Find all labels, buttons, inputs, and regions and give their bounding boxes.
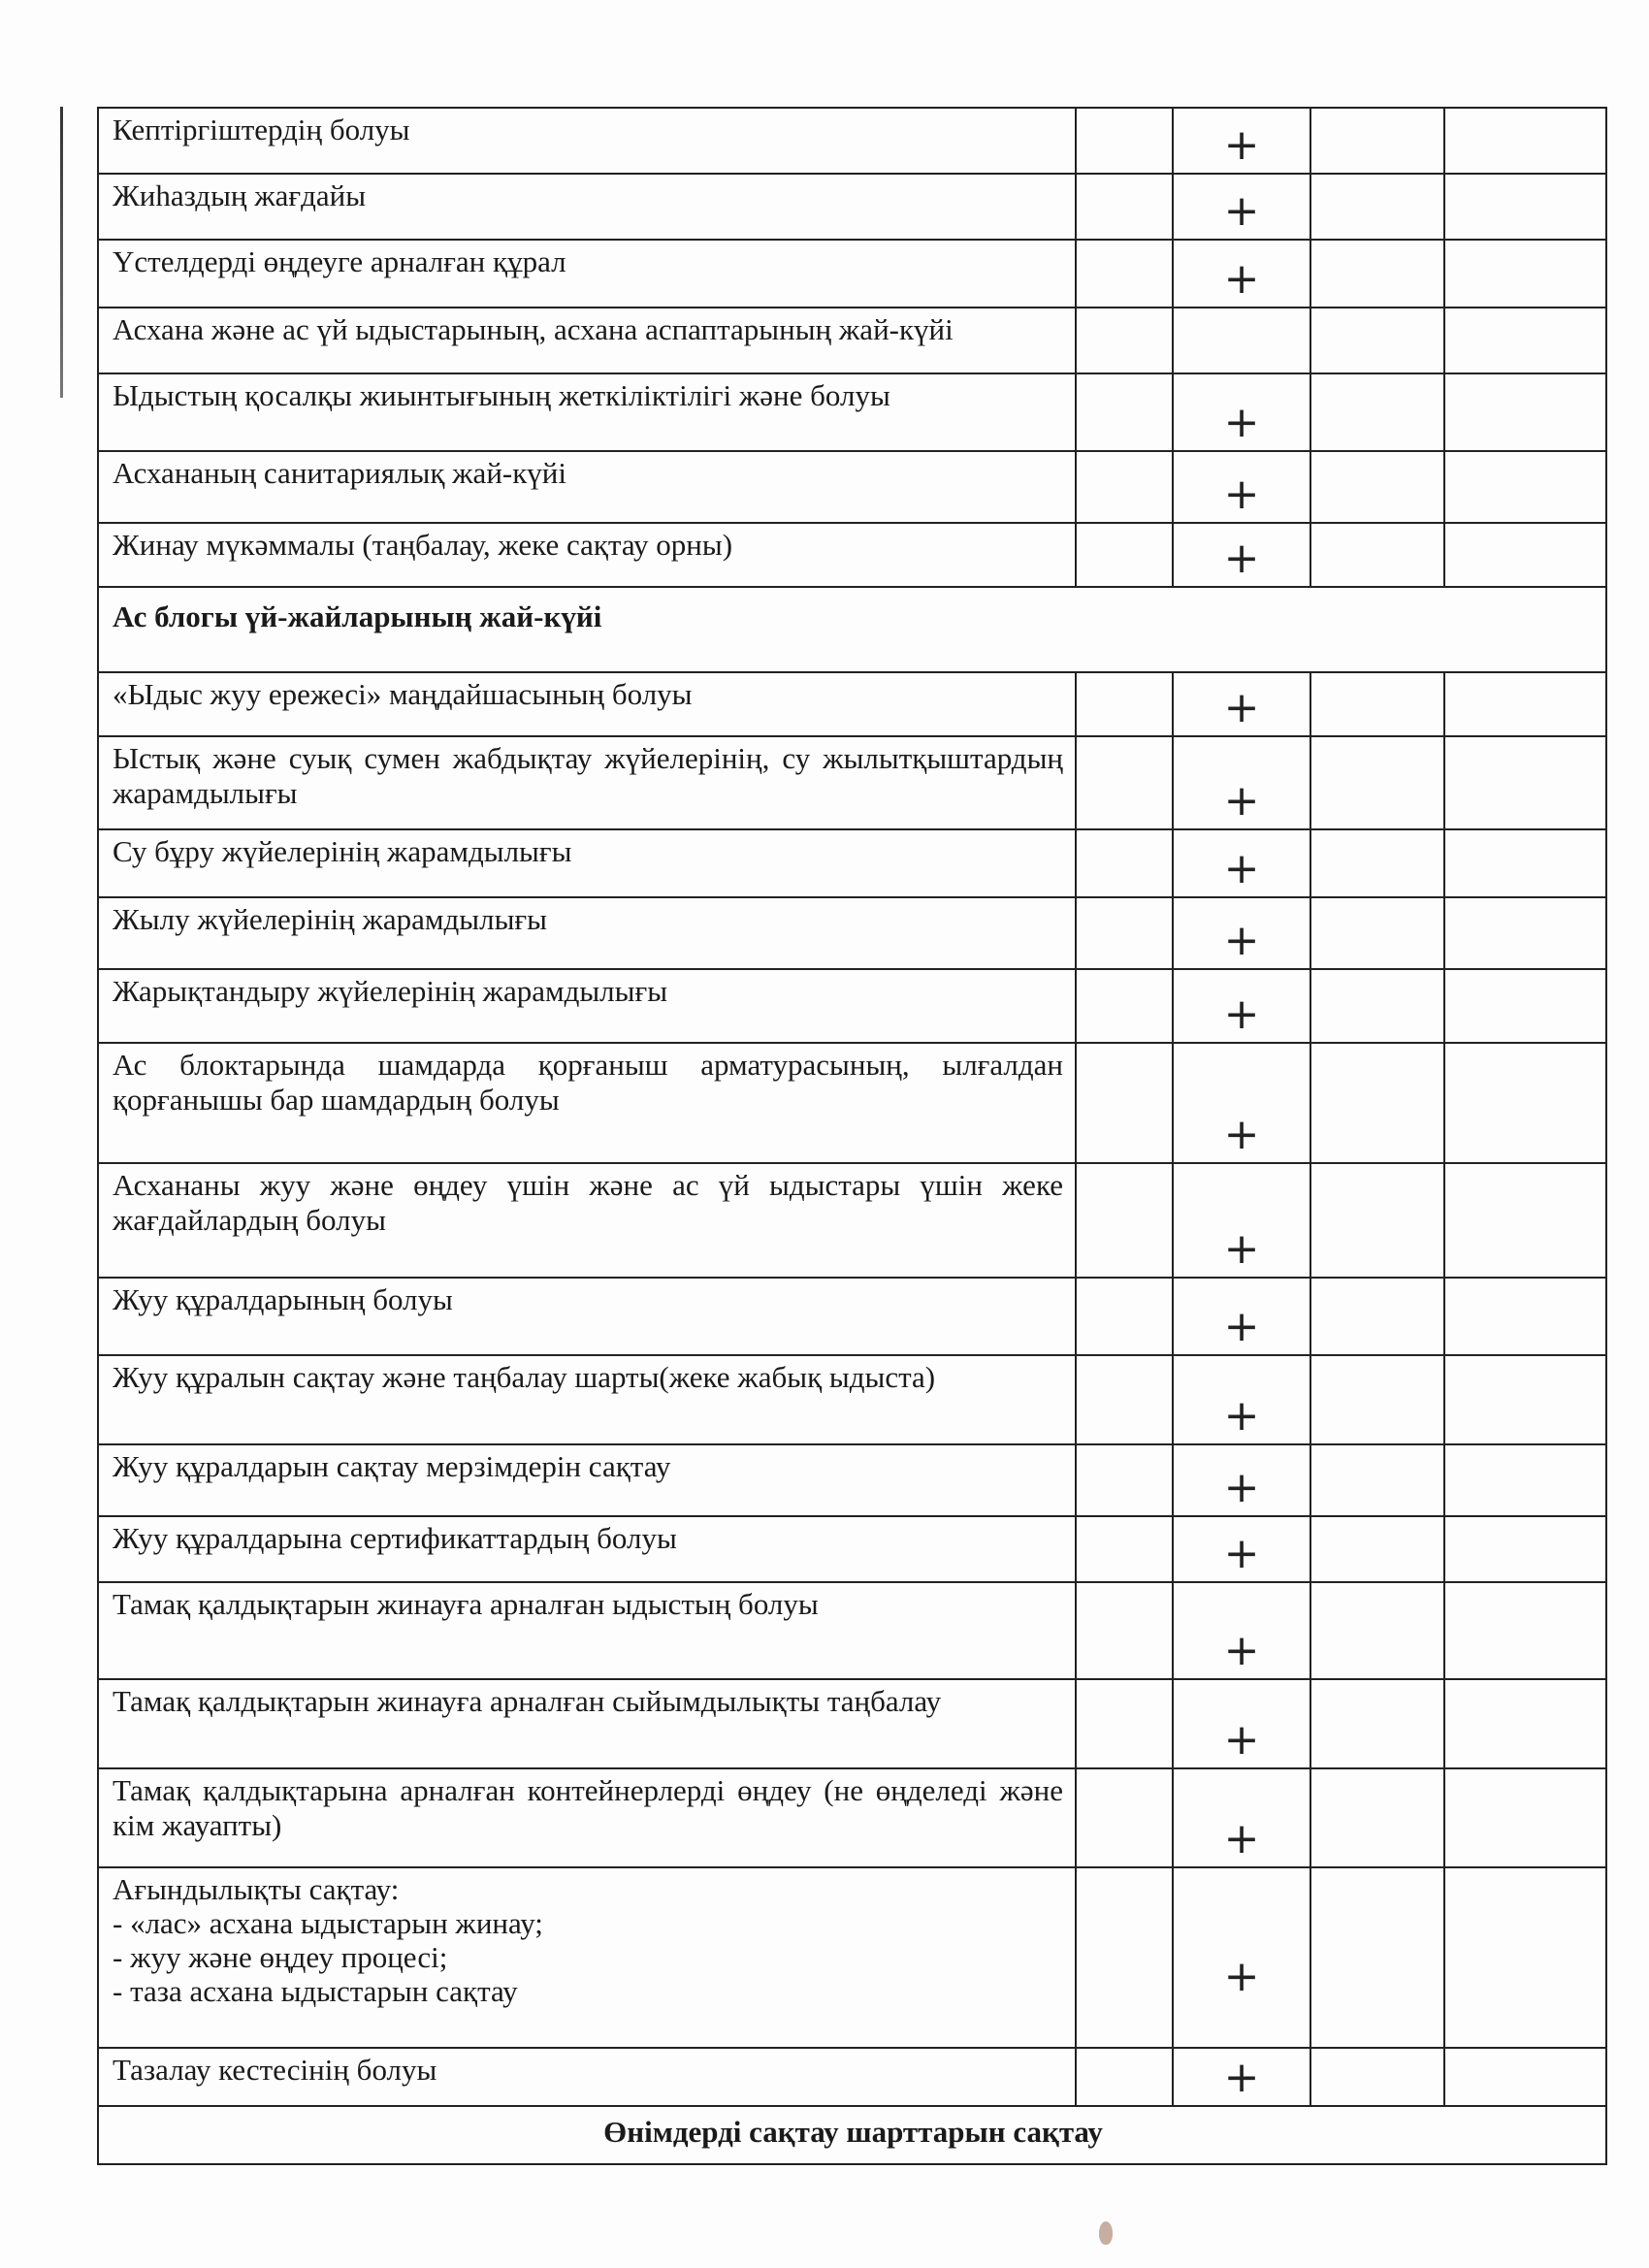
item-label: Тамақ қалдықтарын жинауға арналған сыйымдылықты таңбалау <box>98 1679 1076 1768</box>
empty-cell <box>1310 1043 1444 1163</box>
table-row <box>98 1516 1606 1582</box>
plus-mark: + <box>1223 1302 1260 1351</box>
empty-cell <box>1310 1444 1444 1516</box>
empty-cell <box>1076 969 1173 1043</box>
check-cell <box>1173 672 1310 736</box>
item-label: Ыстық және суық сумен жабдықтау жүйелерінің, су жылытқыштардың жарамдылығы <box>98 736 1076 829</box>
table-row <box>98 672 1606 736</box>
empty-cell <box>1444 1516 1606 1582</box>
empty-cell <box>1444 308 1606 373</box>
plus-mark: + <box>1223 1224 1260 1274</box>
plus-mark: + <box>1223 534 1260 583</box>
check-cell <box>1173 308 1310 373</box>
item-label: Су бұру жүйелерінің жарамдылығы <box>98 829 1076 897</box>
plus-mark: + <box>1223 398 1260 447</box>
table-row <box>98 523 1606 587</box>
empty-cell <box>1310 672 1444 736</box>
empty-cell <box>1444 108 1606 174</box>
empty-cell <box>1076 451 1173 523</box>
empty-cell <box>1076 1768 1173 1867</box>
table-row <box>98 1582 1606 1679</box>
empty-cell <box>1076 523 1173 587</box>
check-cell <box>1173 1679 1310 1768</box>
empty-cell <box>1310 829 1444 897</box>
table-row <box>98 1163 1606 1278</box>
table-row <box>98 240 1606 308</box>
table-row <box>98 897 1606 969</box>
table-row <box>98 451 1606 523</box>
table-row <box>98 829 1606 897</box>
empty-cell <box>1076 108 1173 174</box>
table-row <box>98 1355 1606 1444</box>
check-cell <box>1173 969 1310 1043</box>
check-cell <box>1173 1867 1310 2048</box>
check-cell <box>1173 2048 1310 2106</box>
empty-cell <box>1076 2048 1173 2106</box>
item-label: Ыдыстың қосалқы жиынтығының жеткіліктілігі және болуы <box>98 373 1076 451</box>
check-cell <box>1173 240 1310 308</box>
plus-mark: + <box>1223 1814 1260 1863</box>
item-label: Тазалау кестесінің болуы <box>98 2048 1076 2106</box>
check-cell <box>1173 1278 1310 1355</box>
table-row <box>98 108 1606 174</box>
empty-cell <box>1310 969 1444 1043</box>
check-cell <box>1173 897 1310 969</box>
ink-smudge <box>1099 2221 1113 2245</box>
plus-mark: + <box>1223 989 1260 1039</box>
empty-cell <box>1076 1516 1173 1582</box>
inspection-checklist-table <box>97 107 1607 2165</box>
check-cell <box>1173 829 1310 897</box>
item-label: Жинау мүкәммалы (таңбалау, жеке сақтау орны) <box>98 523 1076 587</box>
empty-cell <box>1076 1444 1173 1516</box>
item-label-line: - «лас» асхана ыдыстарын жинау; <box>113 1906 543 1940</box>
empty-cell <box>1310 523 1444 587</box>
empty-cell <box>1444 969 1606 1043</box>
empty-cell <box>1076 1355 1173 1444</box>
check-cell <box>1173 174 1310 240</box>
check-cell <box>1173 451 1310 523</box>
empty-cell <box>1076 174 1173 240</box>
plus-mark: + <box>1223 1391 1260 1441</box>
empty-cell <box>1444 451 1606 523</box>
empty-cell <box>1444 240 1606 308</box>
empty-cell <box>1444 1679 1606 1768</box>
empty-cell <box>1076 1582 1173 1679</box>
empty-cell <box>1310 2048 1444 2106</box>
empty-cell <box>1444 736 1606 829</box>
item-label: «Ыдыс жуу ережесі» маңдайшасының болуы <box>98 672 1076 736</box>
empty-cell <box>1076 308 1173 373</box>
empty-cell <box>1076 373 1173 451</box>
item-label: Асхананы жуу және өңдеу үшін және ас үй ыдыстары үшін жеке жағдайлардың болуы <box>98 1163 1076 1278</box>
item-label-line: - жуу және өңдеу процесі; <box>113 1940 448 1974</box>
empty-cell <box>1076 1679 1173 1768</box>
empty-cell <box>1310 897 1444 969</box>
item-label: Жарықтандыру жүйелерінің жарамдылығы <box>98 969 1076 1043</box>
empty-cell <box>1444 1278 1606 1355</box>
item-label: Асхана және ас үй ыдыстарының, асхана аспаптарының жай-күйі <box>98 308 1076 373</box>
plus-mark: + <box>1223 470 1260 519</box>
empty-cell <box>1310 1516 1444 1582</box>
table-row <box>98 1768 1606 1867</box>
empty-cell <box>1076 1278 1173 1355</box>
empty-cell <box>1444 373 1606 451</box>
empty-cell <box>1444 523 1606 587</box>
table-row <box>98 1043 1606 1163</box>
plus-mark: + <box>1223 1626 1260 1675</box>
plus-mark: + <box>1223 916 1260 965</box>
plus-mark: + <box>1223 1715 1260 1765</box>
check-cell <box>1173 1355 1310 1444</box>
table-row <box>98 969 1606 1043</box>
empty-cell <box>1444 1582 1606 1679</box>
plus-mark: + <box>1223 120 1260 170</box>
table-row <box>98 308 1606 373</box>
item-label: Тамақ қалдықтарын жинауға арналған ыдыстың болуы <box>98 1582 1076 1679</box>
page-edge-shadow <box>60 107 63 398</box>
table-row <box>98 1278 1606 1355</box>
table-row <box>98 2048 1606 2106</box>
empty-cell <box>1444 174 1606 240</box>
check-cell <box>1173 1444 1310 1516</box>
empty-cell <box>1444 897 1606 969</box>
item-label-line: - таза асхана ыдыстарын сақтау <box>113 1974 518 2008</box>
empty-cell <box>1310 1867 1444 2048</box>
check-cell <box>1173 736 1310 829</box>
empty-cell <box>1310 174 1444 240</box>
check-cell <box>1173 1582 1310 1679</box>
empty-cell <box>1444 1355 1606 1444</box>
empty-cell <box>1076 240 1173 308</box>
section-row <box>98 587 1606 672</box>
empty-cell <box>1310 736 1444 829</box>
plus-mark: + <box>1223 844 1260 893</box>
empty-cell <box>1310 1679 1444 1768</box>
empty-cell <box>1310 1163 1444 1278</box>
empty-cell <box>1076 1163 1173 1278</box>
plus-mark: + <box>1223 776 1260 826</box>
empty-cell <box>1310 1355 1444 1444</box>
empty-cell <box>1310 240 1444 308</box>
check-cell <box>1173 108 1310 174</box>
table-row <box>98 174 1606 240</box>
plus-mark: + <box>1223 254 1260 304</box>
empty-cell <box>1310 1582 1444 1679</box>
empty-cell <box>1444 1768 1606 1867</box>
plus-mark: + <box>1223 683 1260 732</box>
table-row <box>98 373 1606 451</box>
item-label: Жуу құралдарына сертификаттардың болуы <box>98 1516 1076 1582</box>
item-label: Үстелдерді өңдеуге арналған құрал <box>98 240 1076 308</box>
item-label: Жуу құралдарының болуы <box>98 1278 1076 1355</box>
empty-cell <box>1076 736 1173 829</box>
empty-cell <box>1076 1867 1173 2048</box>
plus-mark: + <box>1223 1952 1260 2001</box>
empty-cell <box>1310 108 1444 174</box>
check-cell <box>1173 1163 1310 1278</box>
item-label: Тамақ қалдықтарына арналған контейнерлерді өңдеу (не өңделеді және кім жауапты) <box>98 1768 1076 1867</box>
item-label: Ас блоктарында шамдарда қорғаныш арматурасының, ылғалдан қорғанышы бар шамдардың болуы <box>98 1043 1076 1163</box>
plus-mark: + <box>1223 1463 1260 1512</box>
empty-cell <box>1076 897 1173 969</box>
table-row <box>98 1679 1606 1768</box>
table-row <box>98 736 1606 829</box>
plus-mark: + <box>1223 2053 1260 2102</box>
item-label: Жуу құралын сақтау және таңбалау шарты(жеке жабық ыдыста) <box>98 1355 1076 1444</box>
section-heading: Өнімдерді сақтау шарттарын сақтау <box>98 2106 1606 2164</box>
item-label: Жылу жүйелерінің жарамдылығы <box>98 897 1076 969</box>
empty-cell <box>1310 373 1444 451</box>
empty-cell <box>1310 1278 1444 1355</box>
check-cell <box>1173 523 1310 587</box>
check-cell <box>1173 1043 1310 1163</box>
empty-cell <box>1444 1163 1606 1278</box>
empty-cell <box>1076 1043 1173 1163</box>
table-row <box>98 1867 1606 2048</box>
item-label-line: Ағындылықты сақтау: <box>113 1872 400 1906</box>
empty-cell <box>1444 672 1606 736</box>
plus-mark: + <box>1223 1110 1260 1159</box>
item-label: Асхананың санитариялық жай-күйі <box>98 451 1076 523</box>
empty-cell <box>1444 1867 1606 2048</box>
check-cell <box>1173 1768 1310 1867</box>
item-label: Кептіргіштердің болуы <box>98 108 1076 174</box>
item-label <box>98 1867 1076 2048</box>
empty-cell <box>1076 672 1173 736</box>
section-heading: Ас блогы үй-жайларының жай-күйі <box>98 587 1606 672</box>
empty-cell <box>1444 1043 1606 1163</box>
empty-cell <box>1076 829 1173 897</box>
table-row <box>98 1444 1606 1516</box>
empty-cell <box>1444 2048 1606 2106</box>
empty-cell <box>1444 829 1606 897</box>
empty-cell <box>1310 1768 1444 1867</box>
plus-mark: + <box>1223 186 1260 236</box>
empty-cell <box>1310 308 1444 373</box>
check-cell <box>1173 1516 1310 1582</box>
section-row <box>98 2106 1606 2164</box>
empty-cell <box>1444 1444 1606 1516</box>
item-label: Жуу құралдарын сақтау мерзімдерін сақтау <box>98 1444 1076 1516</box>
check-cell <box>1173 373 1310 451</box>
empty-cell <box>1310 451 1444 523</box>
item-label: Жиһаздың жағдайы <box>98 174 1076 240</box>
plus-mark: + <box>1223 1529 1260 1578</box>
